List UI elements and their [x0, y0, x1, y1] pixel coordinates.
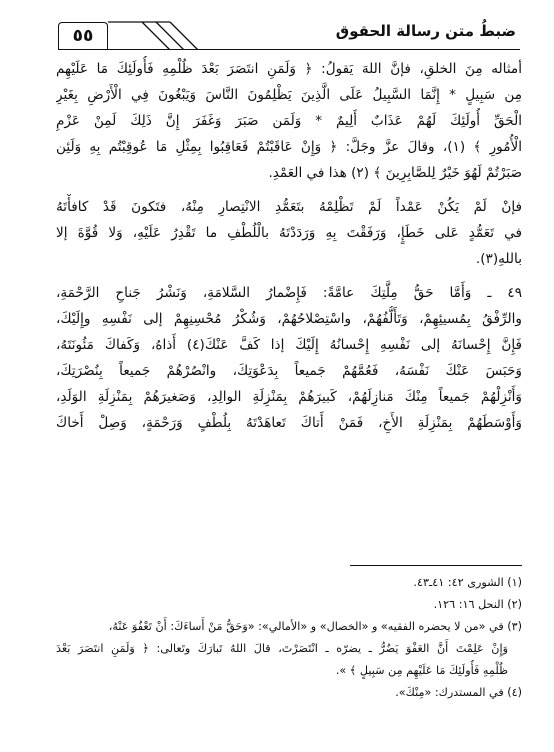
running-title: ضبطُ متن رسالة الحقوق [335, 22, 516, 40]
footnote: (٣) في «من لا يحضره الفقيه» و «الخصال» و «الأمالي»: «وَحَقُّ مَنْ أَساءَكَ: أَنْ تَعْفُوَ عَنْهُ، [108, 620, 522, 633]
text-line: أمثاله مِنَ الخلقِ، فإنَّ اللهَ يَقولُ: ﴿ وَلَمَنِ انتَصَرَ بَعْدَ ظُلْمِهِ فَأُولَئِكَ مَا عَلَيْهِم [56, 61, 522, 77]
page-header [58, 16, 520, 50]
text-line: فإنْ لَمْ يَكُنْ عَمْداً لَمْ تَظْلِمْهُ بتَعَمُّدِ الانْتِصارِ مِنْهُ، فتَكونَ قَدْ كافأْتَهُ [56, 199, 522, 215]
text-line: وَحَبَسَ عَنْكَ نَفْسَهُ، فَعُمَّهُمْ جَميعاً بِدَعْوَتِكَ، وانْصُرْهُمْ جَميعاً بِنُصْرَتِكَ، [56, 363, 522, 379]
text-line: صَبَرْتُمْ لَهُوَ خَيْرٌ لِلصَّابِرِينَ ﴾ (٢) هذا في العَمْدِ. [268, 165, 522, 181]
text-line: باللهِ(٣). [475, 251, 522, 267]
text-line: في تَعَمُّدٍ عَلى خَطَإٍ، وَرَفَقْتَ بِهِ وَرَدَدْتَهُ بالْلُطْفِ ما تَقْدِرُ عَلَيْهِ، وَلا قُوَّةَ إلا [56, 225, 522, 241]
text-line: فَإِنَّ إِحْسانَهُ إلى نَفْسِهِ إِحْسانُهُ إِلَيْكَ إذا كَفَّ عَنْكَ(٤) أَذاهُ، وَكَفاكَ مَئُونَتَهُ، [56, 337, 522, 353]
main-text [56, 56, 522, 436]
text-line: مِن سَبِيلٍ * إِنَّمَا السَّبِيلُ عَلَى الَّذِينَ يَظْلِمُونَ النَّاسَ وَيَبْغُونَ فِي الْأَرْضِ بِغَيْرِ [56, 87, 522, 103]
header-ornament [108, 16, 258, 50]
text-line: ٤٩ ـ وَأَمَّا حَقُّ مِلَّتِكَ عامَّةً: فَإِضْمارُ السَّلامَةِ، وَنَشْرُ جَناحِ الرَّحْمَةِ، [56, 285, 522, 301]
footnote-continuation: ظُلْمِهِ فَأُولَئِكَ مَا عَلَيْهِم مِن سَبِيلٍ ﴾ ». [335, 664, 508, 677]
footnote-continuation: وَإِنْ عَلِمْتَ أَنَّ العَفْوَ يَضُرُّ ـ يضرّه ـ انْتَصَرْتَ، قالَ اللهُ تَبارَكَ وتَعالى: ﴿ وَلَمَنِ انتَصَرَ بَعْدَ [56, 642, 508, 655]
footnote-rule [350, 565, 522, 566]
text-line: وَأَنْزِلْهُمْ جَميعاً مِنْكَ مَنازِلَهُمْ، كَبيرَهُمْ بِمَنْزِلَةِ الوالِدِ، وَصَغيرَهُمْ بِمَنْزِلَةِ الوَلَدِ، [56, 389, 522, 405]
paragraph-gap [56, 272, 522, 280]
footnote: (٢) النحل ١٦: ١٢٦. [433, 598, 522, 611]
text-line: وَأَوْسَطَهُمْ بِمَنْزِلَةِ الأَخِ، فَمَنْ أَتاكَ تَعاهَدْتَهُ بِلُطْفٍ وَرَحْمَةٍ، وَصِلْ أَخاكَ [56, 415, 522, 431]
footnote: (٤) في المستدرك: «مِنْكَ». [395, 686, 522, 699]
paragraph-gap [56, 186, 522, 194]
text-line: الْأُمُورِ ﴾ (١)، وقالَ عزَّ وجَلَّ: ﴿ وَإِنْ عَاقَبْتُمْ فَعَاقِبُوا بِمِثْلِ مَا عُوقِبْتُم بِهِ وَلَئِن [56, 139, 522, 155]
text-line: الْحَقِّ أُولَئِكَ لَهُمْ عَذَابٌ أَلِيمٌ * وَلَمَن صَبَرَ وَغَفَرَ إِنَّ ذَلِكَ لَمِنْ عَزْمِ [56, 113, 522, 129]
footnote: (١) الشورى ٤٢: ٤١ـ٤٣. [413, 576, 522, 589]
text-line: والرِّفْقُ بِمُسيئِهِمْ، وَتَأَلُّفُهُمْ، واسْتِصْلاحُهُمْ، وَشُكْرُ مُحْسِنِهِمْ إلى نَفْسِهِ وإِلَيْكَ، [56, 311, 522, 327]
footnotes [56, 572, 522, 704]
page-number: ٥٥ [58, 22, 108, 50]
